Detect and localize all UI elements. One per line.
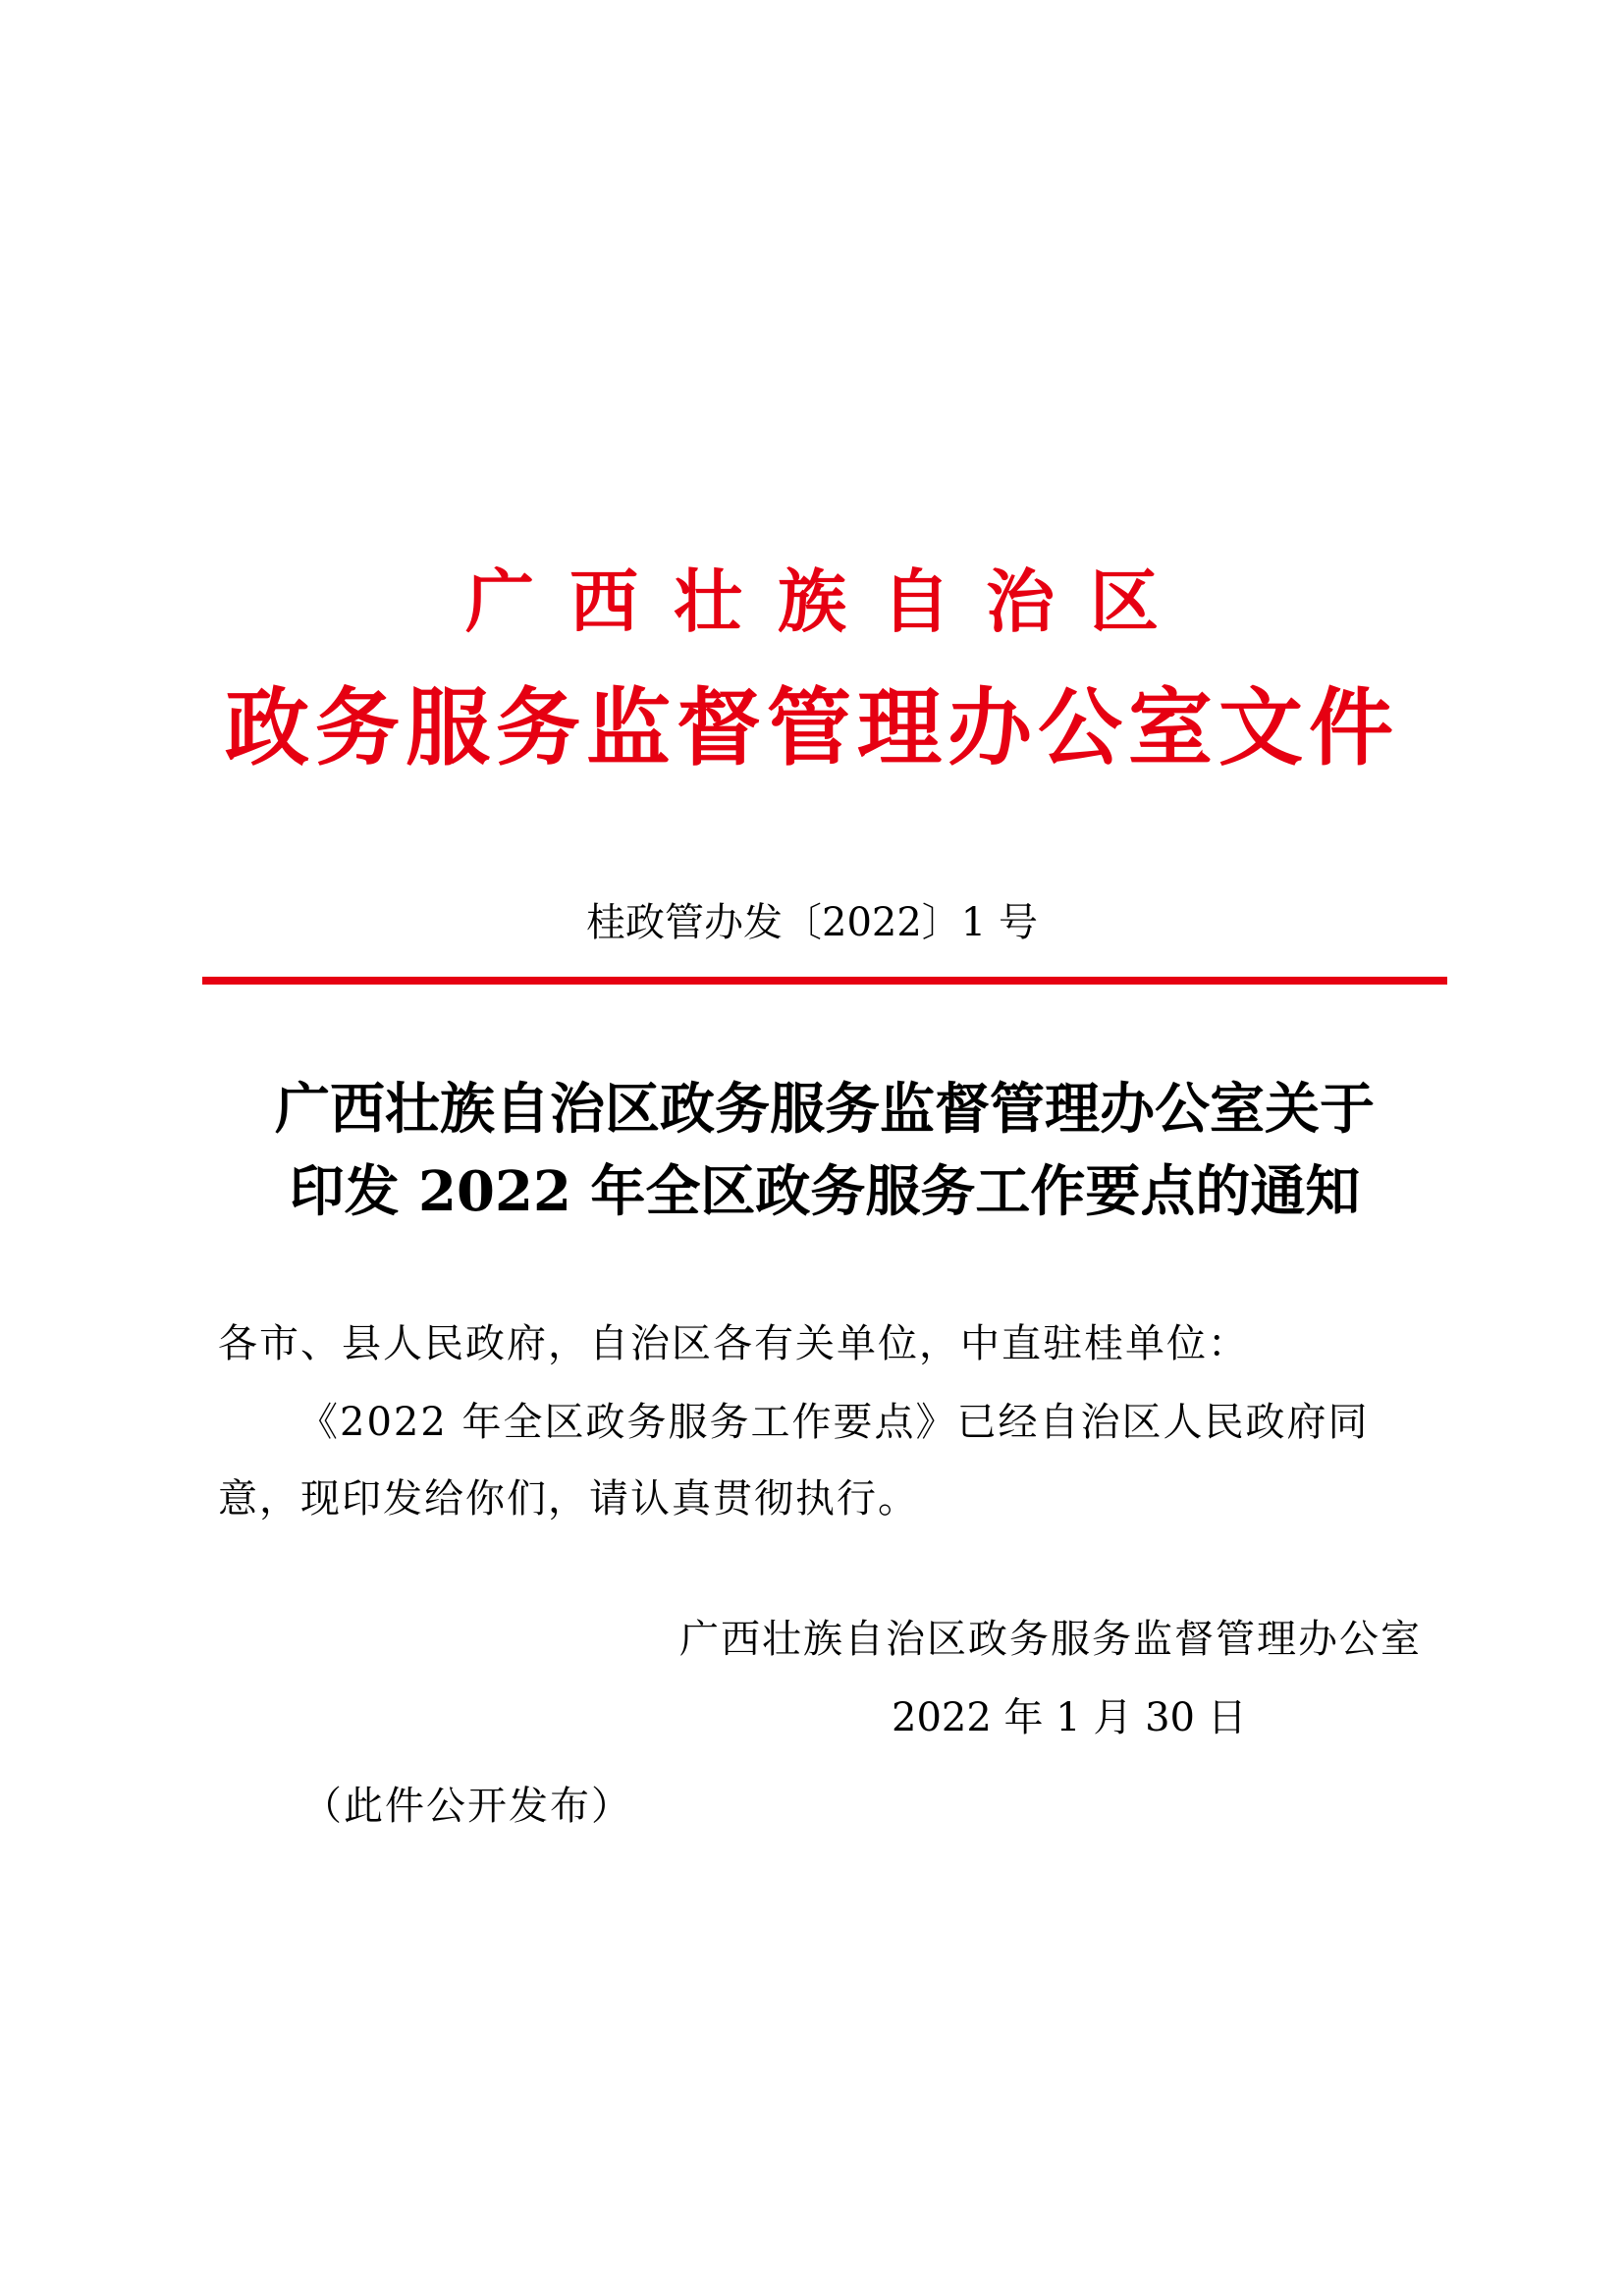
red-divider-line [202,977,1447,985]
body-paragraph: 《2022 年全区政务服务工作要点》已经自治区人民政府同意，现印发给你们，请认真贯彻执行。 [218,1400,1370,1522]
issuer-header-line2: 政务服务监督管理办公室文件 [225,678,1399,777]
issuer-header-line1: 广西壮族自治区 [465,561,1194,642]
document-title [202,1068,1447,1233]
signature-date: 2022 年 1 月 30 日 [892,1695,1247,1740]
salutation: 各市、县人民政府，自治区各有关单位，中直驻桂单位： [218,1321,1249,1366]
title-line2: 印发 2022 年全区政务服务工作要点的通知 [289,1159,1361,1224]
title-line1: 广西壮族自治区政务服务监督管理办公室关于 [275,1077,1375,1142]
publication-note: （此件公开发布） [302,1784,632,1829]
document-number: 桂政管办发〔2022〕1 号 [586,900,1038,945]
signature-organization: 广西壮族自治区政务服务监督管理办公室 [679,1617,1422,1662]
